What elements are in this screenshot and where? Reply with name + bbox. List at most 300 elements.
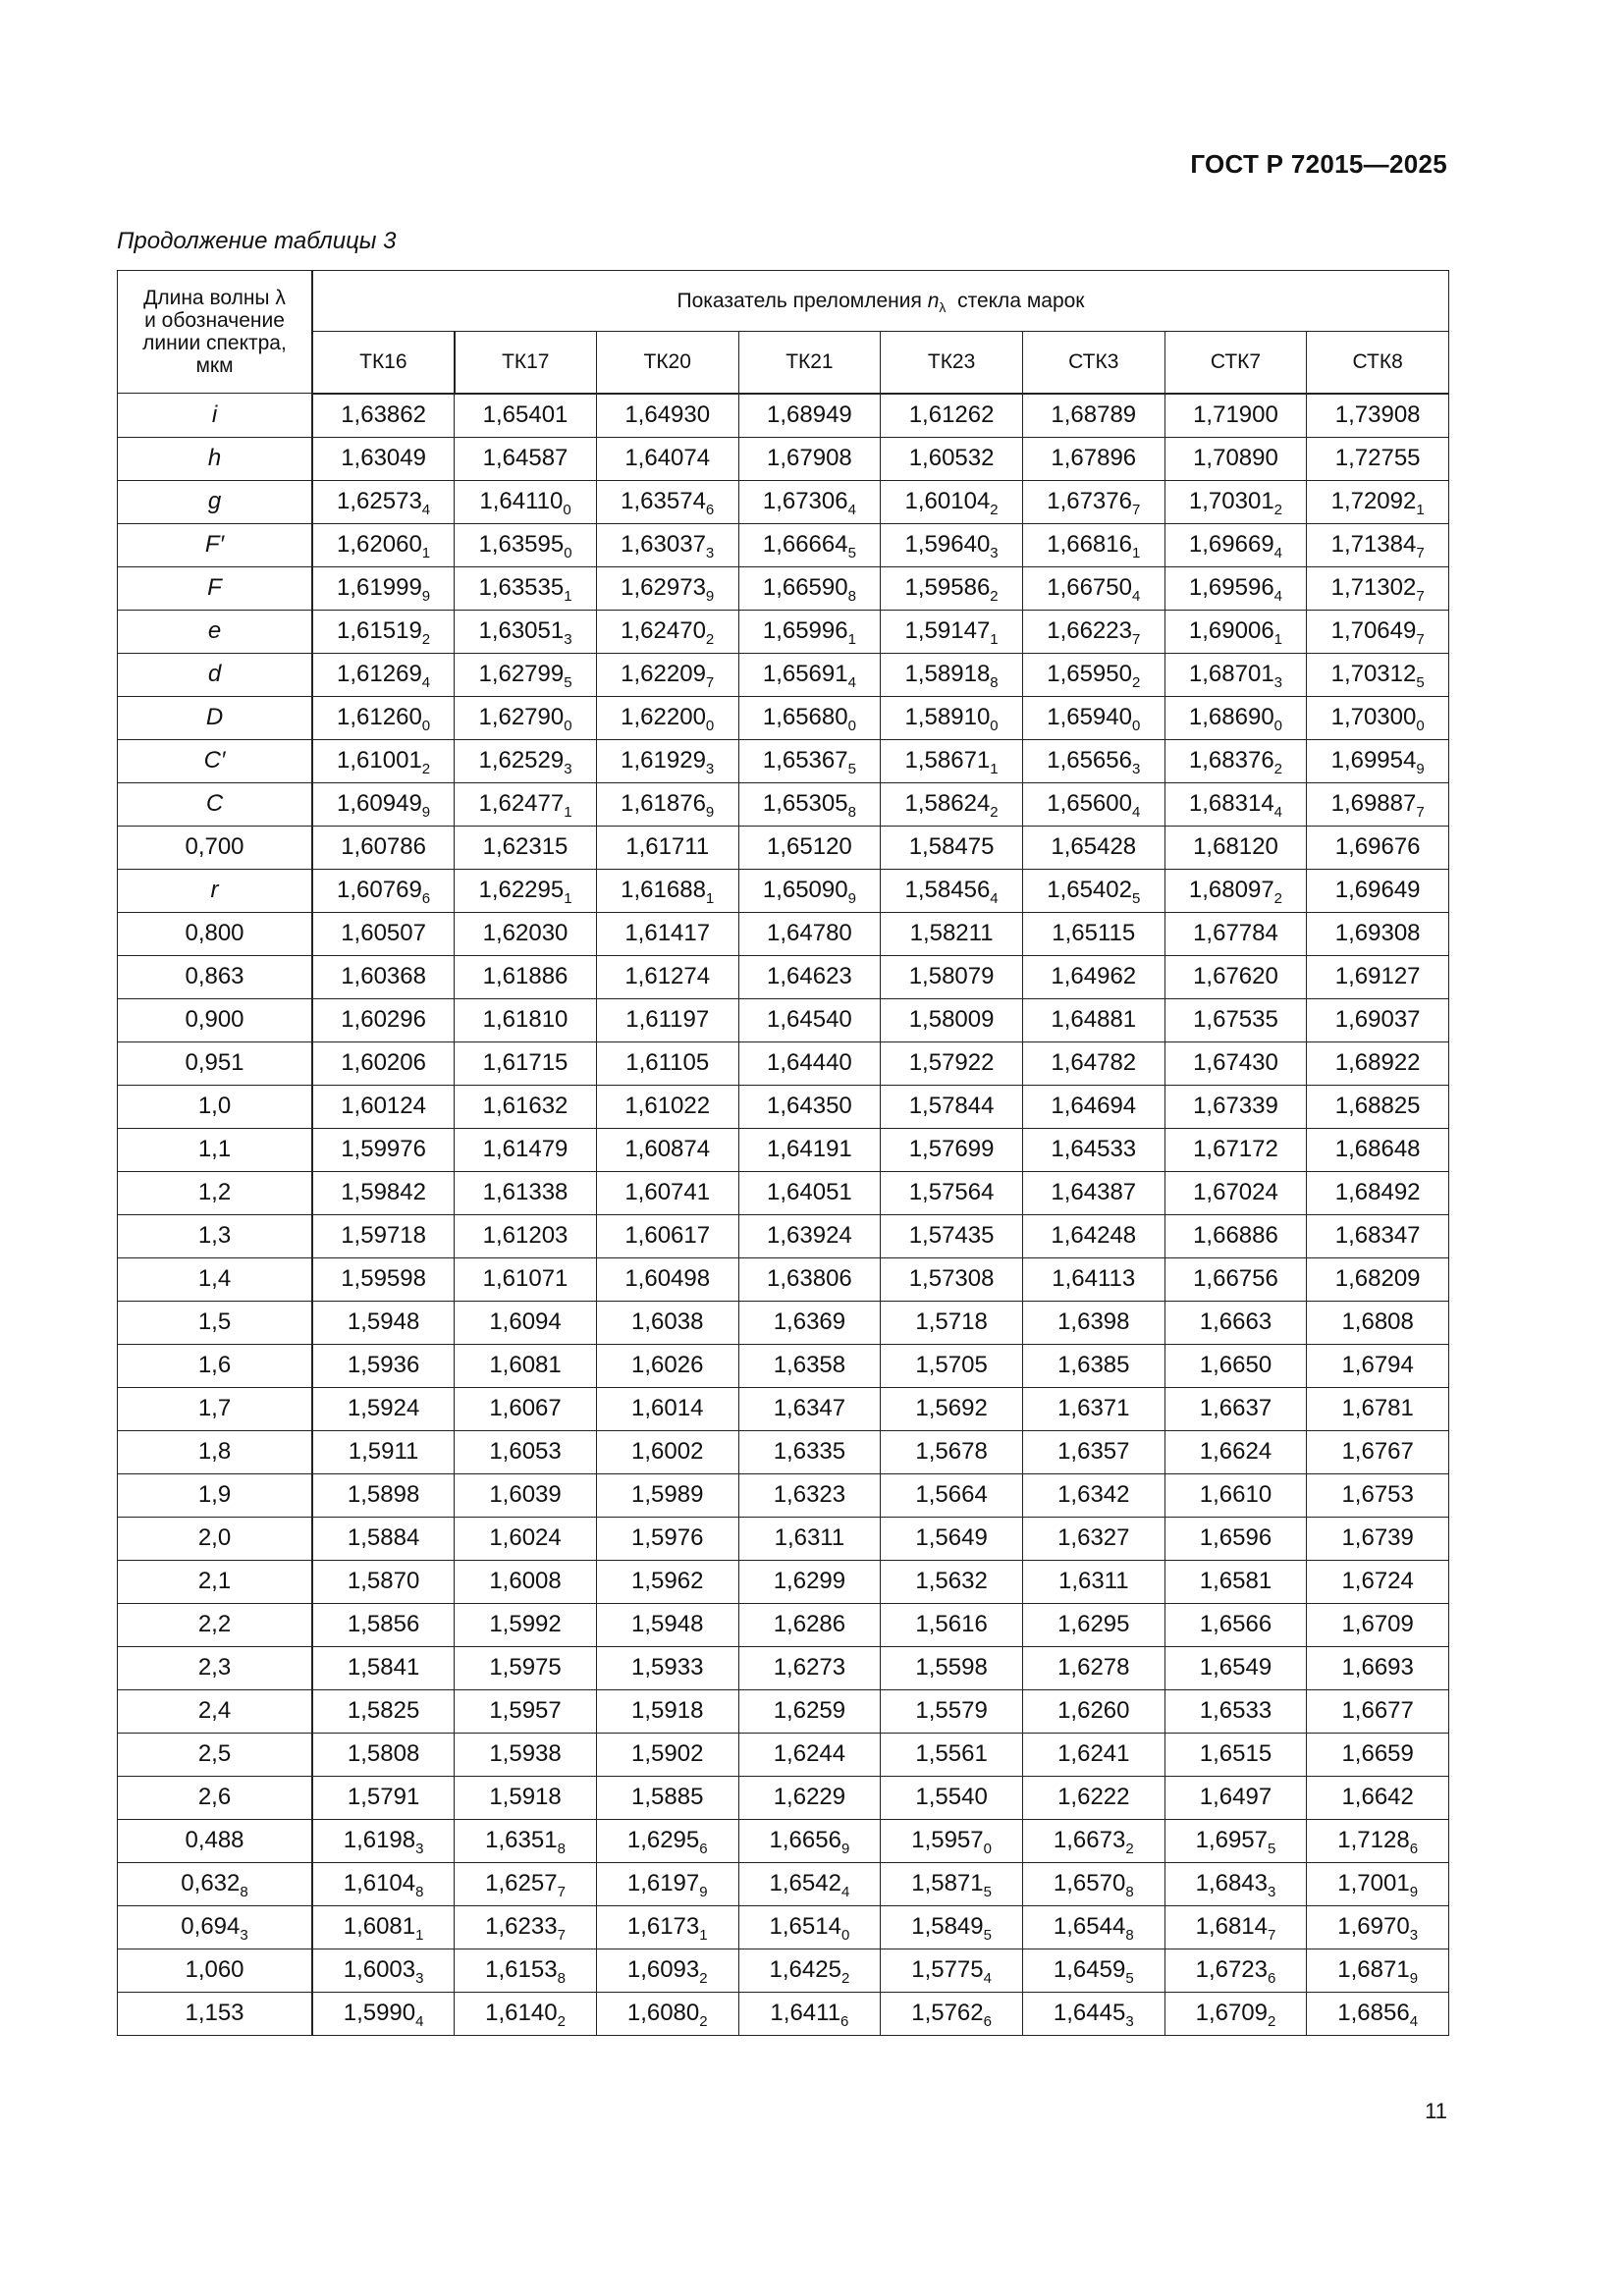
refractive-index-cell: 1,61071: [455, 1257, 597, 1301]
refractive-index-cell: 1,64248: [1022, 1214, 1164, 1257]
refractive-index-cell: 1,60368: [312, 955, 455, 998]
wavelength-cell: i: [118, 394, 313, 438]
refractive-index-cell: 1,6369: [738, 1301, 881, 1344]
group-header-symbol: n: [927, 290, 940, 313]
refractive-index-cell: 1,67172: [1164, 1128, 1307, 1171]
refractive-index-cell: 1,6581: [1164, 1560, 1307, 1603]
refractive-index-cell: 1,5540: [881, 1776, 1023, 1819]
table-row: [118, 869, 1449, 912]
refractive-index-cell: $1,68690_0$: [1164, 696, 1307, 739]
wavelength-cell: 2,4: [118, 1689, 313, 1733]
refractive-index-cell: $1,6173_1$: [596, 1905, 738, 1949]
refractive-index-cell: 1,6596: [1164, 1517, 1307, 1560]
refractive-index-cell: 1,5808: [312, 1733, 455, 1776]
refractive-index-cell: 1,5598: [881, 1646, 1023, 1689]
group-header-suffix: стекла марок: [946, 290, 1085, 313]
refractive-index-cell: 1,61022: [596, 1085, 738, 1128]
table-row: [118, 1085, 1449, 1128]
refractive-index-cell: 1,5975: [455, 1646, 597, 1689]
refractive-index-cell: $1,61001_2$: [312, 739, 455, 782]
refractive-index-cell: 1,5579: [881, 1689, 1023, 1733]
refractive-index-cell: $1,69954_9$: [1307, 739, 1449, 782]
wavelength-cell: 2,5: [118, 1733, 313, 1776]
group-header-prefix: Показатель преломления: [677, 290, 928, 313]
table-row: [118, 998, 1449, 1041]
table-row: [118, 480, 1449, 523]
value-subscript-digit: 2: [699, 2013, 708, 2030]
value-subscript-digit: 8: [1125, 1884, 1134, 1900]
table-row: [118, 566, 1449, 610]
refractive-index-cell: $1,5762_6$: [881, 1992, 1023, 2035]
value-subscript-digit: 3: [990, 545, 999, 561]
value-subscript-digit: 0: [564, 718, 572, 734]
value-subscript-digit: 8: [1125, 1927, 1134, 1944]
refractive-index-cell: 1,6739: [1307, 1517, 1449, 1560]
value-subscript-digit: 9: [705, 588, 715, 605]
value-subscript-digit: 9: [1409, 1884, 1419, 1900]
refractive-index-cell: 1,6347: [738, 1387, 881, 1430]
refractive-index-cell: $1,6003_3$: [312, 1949, 455, 1992]
wavelength-cell: 0,800: [118, 912, 313, 955]
value-subscript-digit: 3: [1125, 2013, 1134, 2030]
refractive-index-cell: $1,63535_1$: [455, 566, 597, 610]
refractive-index-cell: 1,5705: [881, 1344, 1023, 1387]
refractive-index-cell: 1,6753: [1307, 1473, 1449, 1517]
refractive-index-cell: $1,71384_7$: [1307, 523, 1449, 566]
value-subscript-digit: 2: [1125, 1841, 1134, 1857]
refractive-index-cell: 1,69649: [1307, 869, 1449, 912]
column-header: СТК7: [1164, 332, 1307, 394]
refractive-index-cell: 1,57308: [881, 1257, 1023, 1301]
table-body: [118, 394, 1449, 2036]
refractive-index-cell: 1,5957: [455, 1689, 597, 1733]
refractive-index-cell: 1,5936: [312, 1344, 455, 1387]
value-subscript-digit: 3: [1268, 1884, 1276, 1900]
table-row: [118, 1862, 1449, 1905]
value-subscript-digit: 8: [557, 1970, 566, 1987]
refractive-index-cell: 1,6385: [1022, 1344, 1164, 1387]
refractive-index-cell: 1,5616: [881, 1603, 1023, 1646]
refractive-index-cell: $1,6257_7$: [455, 1862, 597, 1905]
refractive-index-cell: 1,6358: [738, 1344, 881, 1387]
refractive-index-cell: $1,62573_4$: [312, 480, 455, 523]
refractive-index-cell: $1,62295_1$: [455, 869, 597, 912]
refractive-index-cell: 1,6260: [1022, 1689, 1164, 1733]
refractive-index-cell: 1,6039: [455, 1473, 597, 1517]
wavelength-cell: 2,3: [118, 1646, 313, 1689]
refractive-index-cell: 1,6259: [738, 1689, 881, 1733]
refractive-index-cell: $1,68376_2$: [1164, 739, 1307, 782]
refractive-index-cell: $1,61688_1$: [596, 869, 738, 912]
table-row: [118, 1949, 1449, 1992]
refractive-index-cell: 1,6299: [738, 1560, 881, 1603]
refractive-index-cell: 1,64387: [1022, 1171, 1164, 1214]
refractive-index-cell: 1,6781: [1307, 1387, 1449, 1430]
corner-header-line: Длина волны λ: [143, 287, 286, 309]
value-subscript-digit: 9: [847, 890, 856, 907]
table-row: [118, 696, 1449, 739]
refractive-index-cell: 1,61810: [455, 998, 597, 1041]
refractive-index-cell: 1,69308: [1307, 912, 1449, 955]
value-subscript-digit: 5: [847, 761, 856, 777]
column-header: ТК20: [596, 332, 738, 394]
refractive-index-cell: 1,67535: [1164, 998, 1307, 1041]
refractive-index-cell: 1,5938: [455, 1733, 597, 1776]
refractive-index-cell: 1,6357: [1022, 1430, 1164, 1473]
refractive-index-cell: 1,6024: [455, 1517, 597, 1560]
refractive-index-cell: 1,59842: [312, 1171, 455, 1214]
refractive-index-cell: 1,64540: [738, 998, 881, 1041]
refractive-index-cell: 1,6663: [1164, 1301, 1307, 1344]
refractive-index-cell: 1,68922: [1307, 1041, 1449, 1085]
refractive-index-cell: $1,58456_4$: [881, 869, 1023, 912]
refractive-index-cell: 1,5948: [312, 1301, 455, 1344]
refractive-index-cell: 1,67430: [1164, 1041, 1307, 1085]
wavelength-cell: 0,700: [118, 826, 313, 869]
refractive-index-cell: 1,5911: [312, 1430, 455, 1473]
value-subscript-digit: 5: [1268, 1841, 1276, 1857]
refractive-index-cell: 1,6610: [1164, 1473, 1307, 1517]
refractive-index-cell: 1,6533: [1164, 1689, 1307, 1733]
refractive-index-cell: $1,5871_5$: [881, 1862, 1023, 1905]
table-header: [118, 271, 1449, 394]
refractive-index-cell: $1,6544_8$: [1022, 1905, 1164, 1949]
value-subscript-digit: 2: [1131, 674, 1141, 691]
wavelength-cell: 0,863: [118, 955, 313, 998]
refractive-index-cell: $1,67376_7$: [1022, 480, 1164, 523]
column-header: ТК23: [881, 332, 1023, 394]
value-subscript-digit: 2: [990, 502, 999, 518]
value-subscript-digit: 3: [1409, 1927, 1419, 1944]
refractive-index-cell: 1,5718: [881, 1301, 1023, 1344]
refractive-index-cell: 1,6642: [1307, 1776, 1449, 1819]
table-row: [118, 1517, 1449, 1560]
refractive-index-cell: 1,68492: [1307, 1171, 1449, 1214]
refractive-index-cell: 1,64191: [738, 1128, 881, 1171]
refractive-index-cell: $1,65305_8$: [738, 782, 881, 826]
value-subscript-digit: 2: [705, 631, 715, 648]
value-subscript-digit: 7: [1416, 545, 1425, 561]
refractive-index-cell: $1,5775_4$: [881, 1949, 1023, 1992]
wavelength-cell: 1,0: [118, 1085, 313, 1128]
value-subscript-digit: 0: [564, 545, 572, 561]
value-subscript-digit: 3: [705, 545, 715, 561]
refractive-index-cell: 1,64113: [1022, 1257, 1164, 1301]
corner-header-line: и обозначение: [144, 309, 285, 332]
refractive-index-cell: 1,60507: [312, 912, 455, 955]
refractive-index-cell: 1,69037: [1307, 998, 1449, 1041]
refractive-index-cell: 1,57564: [881, 1171, 1023, 1214]
wavelength-cell: 0,900: [118, 998, 313, 1041]
refractive-index-cell: $1,6871_9$: [1307, 1949, 1449, 1992]
refractive-index-cell: $1,62209_7$: [596, 653, 738, 696]
table-row: [118, 523, 1449, 566]
value-subscript-digit: 5: [847, 545, 856, 561]
refractive-index-cell: 1,6808: [1307, 1301, 1449, 1344]
refractive-index-cell: $1,6233_7$: [455, 1905, 597, 1949]
wavelength-cell: 1,1: [118, 1128, 313, 1171]
table-row: [118, 1733, 1449, 1776]
value-subscript-digit: 4: [1273, 804, 1283, 821]
refractive-index-cell: $1,66816_1$: [1022, 523, 1164, 566]
refractive-index-cell: 1,61715: [455, 1041, 597, 1085]
wavelength-cell: 1,5: [118, 1301, 313, 1344]
refractive-index-cell: $1,7128_6$: [1307, 1819, 1449, 1862]
value-subscript-digit: 2: [1273, 761, 1283, 777]
refractive-index-cell: 1,64051: [738, 1171, 881, 1214]
refractive-index-cell: 1,5664: [881, 1473, 1023, 1517]
value-subscript-digit: 8: [557, 1841, 566, 1857]
value-subscript-digit: 2: [990, 804, 999, 821]
refractive-index-cell: 1,5989: [596, 1473, 738, 1517]
refractive-index-cell: $1,60769_6$: [312, 869, 455, 912]
table-row: [118, 912, 1449, 955]
value-subscript-digit: 4: [415, 2013, 424, 2030]
value-subscript-digit: 7: [1131, 502, 1141, 518]
refractive-index-cell: 1,6081: [455, 1344, 597, 1387]
table-row: [118, 1905, 1449, 1949]
refractive-index-cell: 1,5902: [596, 1733, 738, 1776]
value-subscript-digit: 9: [699, 1884, 708, 1900]
refractive-index-cell: 1,68789: [1022, 394, 1164, 438]
refractive-index-cell: 1,5933: [596, 1646, 738, 1689]
table-row: [118, 653, 1449, 696]
refractive-index-cell: 1,6398: [1022, 1301, 1164, 1344]
refractive-index-cell: $1,58918_8$: [881, 653, 1023, 696]
refractive-index-cell: $1,59147_1$: [881, 610, 1023, 653]
refractive-index-cell: 1,6709: [1307, 1603, 1449, 1646]
refractive-index-cell: $1,62477_1$: [455, 782, 597, 826]
refractive-index-cell: 1,6624: [1164, 1430, 1307, 1473]
refractive-index-cell: 1,64930: [596, 394, 738, 438]
header-row-group: [118, 271, 1449, 332]
table-row: [118, 739, 1449, 782]
refractive-index-cell: $1,65367_5$: [738, 739, 881, 782]
refractive-index-cell: $1,61519_2$: [312, 610, 455, 653]
refractive-index-cell: $1,5990_4$: [312, 1992, 455, 2035]
value-subscript-digit: 0: [1131, 718, 1141, 734]
wavelength-cell: 1,9: [118, 1473, 313, 1517]
refractive-index-cell: 1,59718: [312, 1214, 455, 1257]
refractive-index-cell: 1,6794: [1307, 1344, 1449, 1387]
refractive-index-table: [117, 270, 1449, 2036]
refractive-index-cell: 1,6273: [738, 1646, 881, 1689]
value-subscript-digit: 4: [1273, 588, 1283, 605]
refractive-index-cell: 1,5924: [312, 1387, 455, 1430]
refractive-index-cell: 1,63806: [738, 1257, 881, 1301]
refractive-index-cell: 1,6311: [738, 1517, 881, 1560]
value-subscript-digit: 4: [421, 502, 431, 518]
refractive-index-cell: $1,6709_2$: [1164, 1992, 1307, 2035]
refractive-index-cell: $1,6198_3$: [312, 1819, 455, 1862]
refractive-index-cell: 1,65401: [455, 394, 597, 438]
value-subscript-digit: 2: [1273, 890, 1283, 907]
refractive-index-cell: 1,6767: [1307, 1430, 1449, 1473]
refractive-index-cell: 1,73908: [1307, 394, 1449, 438]
wavelength-cell: 1,060: [118, 1949, 313, 1992]
refractive-index-cell: $1,59640_3$: [881, 523, 1023, 566]
refractive-index-cell: 1,6342: [1022, 1473, 1164, 1517]
refractive-index-cell: 1,5561: [881, 1733, 1023, 1776]
value-subscript-digit: 4: [990, 890, 999, 907]
table-row: [118, 1646, 1449, 1689]
refractive-index-cell: 1,59976: [312, 1128, 455, 1171]
wavelength-cell: 2,1: [118, 1560, 313, 1603]
value-subscript-digit: 6: [1268, 1970, 1276, 1987]
refractive-index-cell: $1,65402_5$: [1022, 869, 1164, 912]
value-subscript-digit: 7: [1268, 1927, 1276, 1944]
refractive-index-cell: $1,65996_1$: [738, 610, 881, 653]
refractive-index-cell: $1,65940_0$: [1022, 696, 1164, 739]
value-subscript-digit: 0: [983, 1841, 992, 1857]
refractive-index-cell: 1,64074: [596, 437, 738, 480]
value-subscript-digit: 1: [415, 1927, 424, 1944]
refractive-index-cell: $1,6957_5$: [1164, 1819, 1307, 1862]
wavelength-cell: 1,3: [118, 1214, 313, 1257]
refractive-index-cell: 1,5841: [312, 1646, 455, 1689]
refractive-index-cell: 1,58079: [881, 955, 1023, 998]
refractive-index-cell: $1,66590_8$: [738, 566, 881, 610]
column-header: ТК21: [738, 332, 881, 394]
table-row: [118, 826, 1449, 869]
refractive-index-cell: $1,62973_9$: [596, 566, 738, 610]
refractive-index-cell: 1,58009: [881, 998, 1023, 1041]
value-subscript-digit: 0: [840, 1927, 850, 1944]
refractive-index-cell: 1,6693: [1307, 1646, 1449, 1689]
refractive-index-cell: 1,67908: [738, 437, 881, 480]
refractive-index-cell: 1,6014: [596, 1387, 738, 1430]
value-subscript-digit: 0: [705, 718, 715, 734]
table-row: [118, 1819, 1449, 1862]
refractive-index-cell: $1,6856_4$: [1307, 1992, 1449, 2035]
refractive-index-cell: $1,65600_4$: [1022, 782, 1164, 826]
refractive-index-cell: $1,62060_1$: [312, 523, 455, 566]
refractive-index-cell: 1,6295: [1022, 1603, 1164, 1646]
refractive-index-cell: $1,66664_5$: [738, 523, 881, 566]
wavelength-cell: g: [118, 480, 313, 523]
wavelength-column-header: [118, 271, 313, 394]
value-subscript-digit: 7: [557, 1927, 566, 1944]
wavelength-subscript: 8: [240, 1884, 248, 1900]
page-number: 11: [1425, 2099, 1447, 2123]
wavelength-cell: 2,0: [118, 1517, 313, 1560]
table-row: [118, 394, 1449, 438]
refractive-index-group-header: [312, 271, 1449, 332]
refractive-index-cell: 1,5976: [596, 1517, 738, 1560]
refractive-index-cell: 1,5948: [596, 1603, 738, 1646]
refractive-index-cell: 1,5791: [312, 1776, 455, 1819]
refractive-index-cell: $1,61929_3$: [596, 739, 738, 782]
value-subscript-digit: 2: [421, 631, 431, 648]
value-subscript-digit: 0: [1416, 718, 1425, 734]
refractive-index-cell: 1,6659: [1307, 1733, 1449, 1776]
wavelength-cell: $0,694_3$: [118, 1905, 313, 1949]
table-row: [118, 1171, 1449, 1214]
value-subscript-digit: 1: [564, 588, 572, 605]
refractive-index-cell: 1,6229: [738, 1776, 881, 1819]
wavelength-cell: e: [118, 610, 313, 653]
refractive-index-cell: 1,5992: [455, 1603, 597, 1646]
value-subscript-digit: 1: [990, 761, 999, 777]
wavelength-cell: $0,632_8$: [118, 1862, 313, 1905]
value-subscript-digit: 5: [1131, 890, 1141, 907]
value-subscript-digit: 3: [415, 1841, 424, 1857]
refractive-index-cell: 1,61479: [455, 1128, 597, 1171]
refractive-index-cell: 1,65428: [1022, 826, 1164, 869]
value-subscript-digit: 1: [1131, 545, 1141, 561]
table-row: [118, 782, 1449, 826]
refractive-index-cell: $1,6140_2$: [455, 1992, 597, 2035]
refractive-index-cell: 1,69676: [1307, 826, 1449, 869]
wavelength-cell: h: [118, 437, 313, 480]
refractive-index-cell: 1,60296: [312, 998, 455, 1041]
group-header-symbol-sub: λ: [939, 299, 947, 316]
refractive-index-cell: 1,64694: [1022, 1085, 1164, 1128]
refractive-index-cell: $1,6093_2$: [596, 1949, 738, 1992]
refractive-index-cell: $1,66223_7$: [1022, 610, 1164, 653]
refractive-index-cell: $1,6425_2$: [738, 1949, 881, 1992]
value-subscript-digit: 5: [564, 674, 572, 691]
refractive-index-cell: $1,71302_7$: [1307, 566, 1449, 610]
refractive-index-cell: 1,6026: [596, 1344, 738, 1387]
value-subscript-digit: 4: [1131, 804, 1141, 821]
refractive-index-cell: 1,6008: [455, 1560, 597, 1603]
refractive-index-cell: 1,69127: [1307, 955, 1449, 998]
wavelength-subscript: 3: [240, 1927, 248, 1944]
refractive-index-cell: $1,63051_3$: [455, 610, 597, 653]
refractive-index-cell: $1,62799_5$: [455, 653, 597, 696]
refractive-index-cell: 1,68347: [1307, 1214, 1449, 1257]
refractive-index-cell: $1,70300_0$: [1307, 696, 1449, 739]
refractive-index-cell: 1,6371: [1022, 1387, 1164, 1430]
value-subscript-digit: 4: [847, 674, 856, 691]
table-row: [118, 1689, 1449, 1733]
value-subscript-digit: 5: [983, 1884, 992, 1900]
refractive-index-cell: 1,61417: [596, 912, 738, 955]
refractive-index-cell: 1,62030: [455, 912, 597, 955]
wavelength-cell: C: [118, 782, 313, 826]
refractive-index-cell: 1,61338: [455, 1171, 597, 1214]
refractive-index-cell: 1,60498: [596, 1257, 738, 1301]
value-subscript-digit: 1: [699, 1927, 708, 1944]
refractive-index-cell: $1,6104_8$: [312, 1862, 455, 1905]
refractive-index-cell: 1,72755: [1307, 437, 1449, 480]
refractive-index-cell: 1,5632: [881, 1560, 1023, 1603]
value-subscript-digit: 8: [990, 674, 999, 691]
refractive-index-cell: 1,60124: [312, 1085, 455, 1128]
value-subscript-digit: 0: [847, 718, 856, 734]
wavelength-cell: 1,6: [118, 1344, 313, 1387]
refractive-index-cell: $1,6081_1$: [312, 1905, 455, 1949]
table-row: [118, 610, 1449, 653]
refractive-index-cell: 1,5885: [596, 1776, 738, 1819]
refractive-index-cell: 1,64587: [455, 437, 597, 480]
table-row: [118, 437, 1449, 480]
column-header: СТК3: [1022, 332, 1164, 394]
table-row: [118, 1603, 1449, 1646]
refractive-index-cell: 1,68825: [1307, 1085, 1449, 1128]
value-subscript-digit: 4: [847, 502, 856, 518]
refractive-index-cell: $1,65656_3$: [1022, 739, 1164, 782]
refractive-index-cell: 1,5918: [596, 1689, 738, 1733]
value-subscript-digit: 1: [990, 631, 999, 648]
wavelength-cell: C′: [118, 739, 313, 782]
refractive-index-cell: $1,6514_0$: [738, 1905, 881, 1949]
value-subscript-digit: 5: [983, 1927, 992, 1944]
refractive-index-cell: $1,6080_2$: [596, 1992, 738, 2035]
refractive-index-cell: 1,57435: [881, 1214, 1023, 1257]
refractive-index-cell: 1,67784: [1164, 912, 1307, 955]
